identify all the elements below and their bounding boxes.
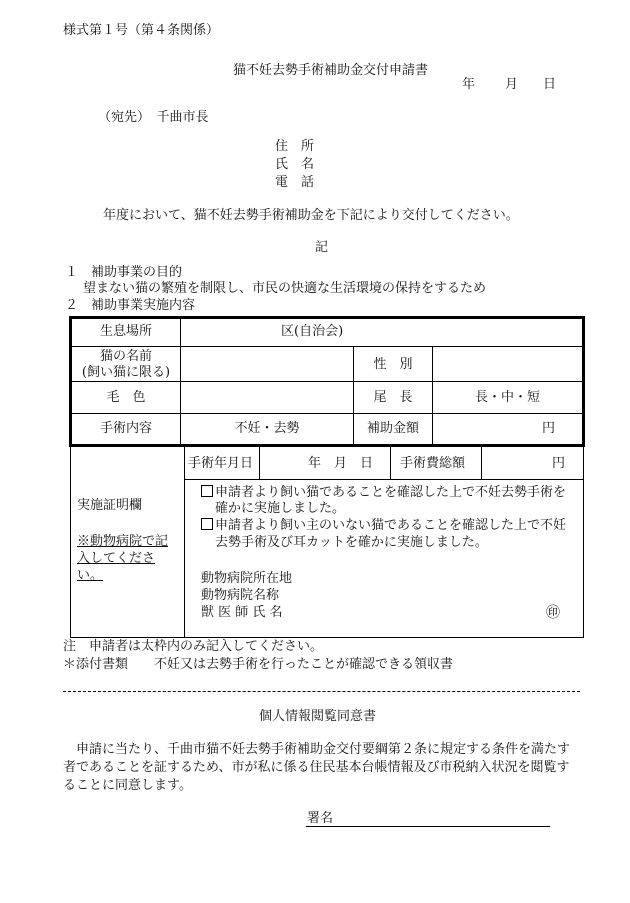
subsidy-label: 補助金額 bbox=[366, 421, 419, 436]
tail-label: 尾 長 bbox=[373, 390, 413, 405]
tail-value: 長・中・短 bbox=[474, 390, 540, 405]
note-bold-frame: 注 申請者は太枠内のみ記入してください。 bbox=[63, 639, 324, 654]
proof-divider bbox=[184, 446, 185, 638]
clinic-name-label: 動物病院名称 bbox=[201, 588, 280, 603]
surgery-date-label: 手術年月日 bbox=[188, 456, 254, 471]
applicant-name-label: 氏 名 bbox=[275, 157, 315, 172]
surgery-label: 手術内容 bbox=[99, 421, 152, 436]
cut-line bbox=[63, 691, 580, 692]
signature-line[interactable] bbox=[306, 826, 550, 827]
proof-divider bbox=[259, 446, 260, 479]
subsidy-unit: 円 bbox=[542, 421, 556, 436]
section1-body: 望まない猫の繁殖を制限し、市民の快適な生活環境の保持をするため bbox=[83, 281, 487, 296]
proof-divider bbox=[184, 479, 584, 480]
addressee: （宛先） 千曲市長 bbox=[98, 110, 209, 125]
surgery-value: 不妊・去勢 bbox=[234, 421, 300, 436]
sex-label: 性 別 bbox=[373, 357, 413, 372]
form-title: 猫不妊去勢手術補助金交付申請書 bbox=[233, 63, 429, 78]
check2-row bbox=[201, 518, 566, 535]
consent-line2: 者であることを証するため、市が私に係る住民基本台帳情報及び市税納入状況を閲覧す bbox=[63, 760, 570, 775]
consent-title: 個人情報閲覧同意書 bbox=[259, 709, 377, 724]
surgery-total-unit: 円 bbox=[552, 456, 566, 471]
check1-text-cont: 確かに実施しました。 bbox=[215, 501, 346, 516]
note-attachment: ＊添付書類 不妊又は去勢手術を行ったことが確認できる領収書 bbox=[63, 657, 454, 672]
proof-divider bbox=[481, 446, 482, 479]
vet-name-label: 獣 医 師 氏 名 bbox=[201, 605, 283, 620]
cat-name-label: 猫の名前 bbox=[99, 349, 152, 364]
check1-text: 申請者より飼い猫であることを確認した上で不妊去勢手術を bbox=[215, 485, 567, 500]
check2-text-cont: 去勢手術及び耳カットを確かに実施しました。 bbox=[215, 535, 488, 550]
proof-note-line2: 入してくださ bbox=[77, 551, 156, 566]
surgery-date-value: 年 月 日 bbox=[308, 456, 374, 471]
applicant-phone-label: 電 話 bbox=[275, 175, 315, 190]
clinic-address-label: 動物病院所在地 bbox=[201, 571, 293, 586]
checkbox-pet-cat[interactable] bbox=[201, 485, 213, 497]
date-month: 月 bbox=[505, 77, 519, 92]
ki-label: 記 bbox=[315, 240, 329, 255]
intro-text: 年度において、猫不妊去勢手術補助金を下記により交付してください。 bbox=[103, 208, 519, 223]
proof-label: 実施証明欄 bbox=[77, 498, 143, 513]
check2-text: 申請者より飼い主のいない猫であることを確認した上で不妊 bbox=[215, 518, 567, 533]
consent-line3: ることに同意します。 bbox=[63, 778, 192, 793]
habitat-label: 生息場所 bbox=[99, 324, 152, 339]
signature-label: 署名 bbox=[307, 811, 334, 826]
date-year: 年 bbox=[462, 77, 476, 92]
section1-title: １ 補助事業の目的 bbox=[65, 265, 183, 280]
form-number: 様式第１号（第４条関係） bbox=[63, 23, 220, 38]
consent-line1: 申請に当たり、千曲市猫不妊去勢手術補助金交付要綱第２条に規定する条件を満たす bbox=[63, 742, 571, 757]
seal-icon: ㊞ bbox=[546, 605, 560, 621]
section2-title: ２ 補助事業実施内容 bbox=[65, 298, 196, 313]
fur-label: 毛 色 bbox=[106, 390, 146, 405]
habitat-value: 区(自治会) bbox=[281, 324, 344, 339]
date-day: 日 bbox=[543, 77, 557, 92]
cat-name-sublabel: (飼い猫に限る) bbox=[81, 365, 171, 380]
checkbox-stray-cat[interactable] bbox=[201, 518, 213, 530]
table-divider bbox=[72, 346, 582, 347]
proof-note-line3: い。 bbox=[77, 568, 104, 583]
table-divider bbox=[72, 413, 582, 414]
proof-divider bbox=[390, 446, 391, 479]
surgery-total-label: 手術費総額 bbox=[400, 456, 466, 471]
applicant-address-label: 住 所 bbox=[275, 139, 315, 154]
check1-row bbox=[201, 485, 566, 502]
proof-note-line1: ※動物病院で記 bbox=[77, 534, 169, 549]
